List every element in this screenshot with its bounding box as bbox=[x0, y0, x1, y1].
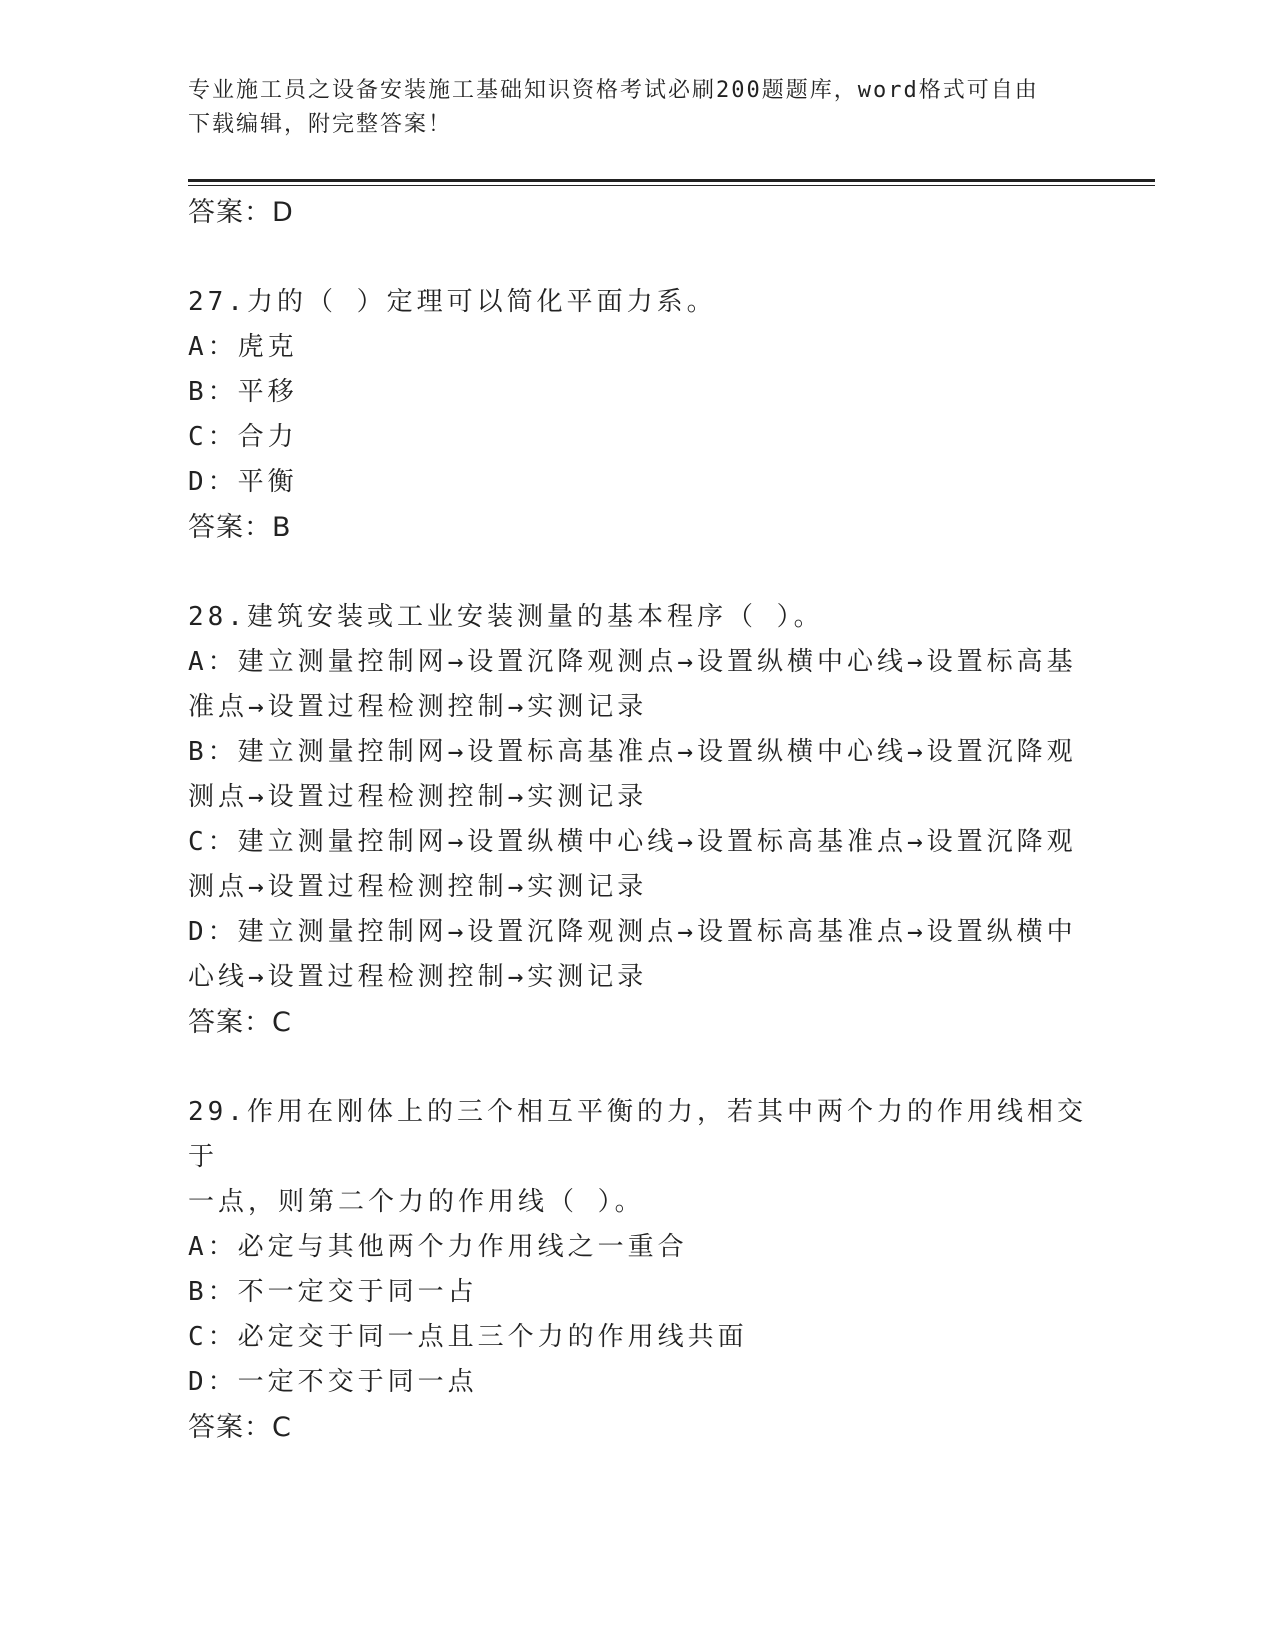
header-divider-thick bbox=[188, 179, 1155, 182]
question-29 bbox=[188, 1090, 1088, 1450]
spacer bbox=[188, 550, 1088, 595]
question-28-option-d-cont: 心线→设置过程检测控制→实测记录 bbox=[188, 962, 648, 992]
question-27-option-a: A：虎克 bbox=[188, 332, 298, 362]
header-divider-thin bbox=[188, 185, 1155, 186]
question-27-text: 27.力的（ ）定理可以简化平面力系。 bbox=[188, 287, 717, 317]
question-27-option-b: B：平移 bbox=[188, 377, 298, 407]
question-29-answer: 答案：C bbox=[188, 1412, 292, 1443]
question-29-option-c: C：必定交于同一点且三个力的作用线共面 bbox=[188, 1322, 748, 1352]
question-28-answer: 答案：C bbox=[188, 1007, 292, 1038]
question-28-option-b: B：建立测量控制网→设置标高基准点→设置纵横中心线→设置沉降观 bbox=[188, 737, 1077, 767]
question-content bbox=[188, 190, 1088, 1450]
question-28-option-c-cont: 测点→设置过程检测控制→实测记录 bbox=[188, 872, 648, 902]
header-line-2: 下载编辑，附完整答案！ bbox=[188, 112, 453, 137]
header-line-1: 专业施工员之设备安装施工基础知识资格考试必刷200题题库，word格式可自由 bbox=[188, 78, 1039, 103]
question-28-option-a-cont: 准点→设置过程检测控制→实测记录 bbox=[188, 692, 648, 722]
question-27 bbox=[188, 280, 1088, 550]
previous-answer: 答案：D bbox=[188, 197, 294, 228]
question-28-option-c: C：建立测量控制网→设置纵横中心线→设置标高基准点→设置沉降观 bbox=[188, 827, 1077, 857]
question-29-text: 29.作用在刚体上的三个相互平衡的力，若其中两个力的作用线相交于 bbox=[188, 1097, 1087, 1172]
page-header bbox=[188, 74, 1068, 142]
question-28-option-b-cont: 测点→设置过程检测控制→实测记录 bbox=[188, 782, 648, 812]
question-27-answer: 答案：B bbox=[188, 512, 292, 543]
question-28-option-d: D：建立测量控制网→设置沉降观测点→设置标高基准点→设置纵横中 bbox=[188, 917, 1077, 947]
question-28 bbox=[188, 595, 1088, 1045]
spacer bbox=[188, 1045, 1088, 1090]
spacer bbox=[188, 235, 1088, 280]
question-29-text-cont: 一点，则第二个力的作用线（ ）。 bbox=[188, 1187, 645, 1217]
question-27-option-c: C：合力 bbox=[188, 422, 298, 452]
question-29-option-d: D：一定不交于同一点 bbox=[188, 1367, 478, 1397]
question-29-option-a: A：必定与其他两个力作用线之一重合 bbox=[188, 1232, 688, 1262]
question-28-text: 28.建筑安装或工业安装测量的基本程序（ ）。 bbox=[188, 602, 824, 632]
question-29-option-b: B：不一定交于同一占 bbox=[188, 1277, 478, 1307]
question-27-option-d: D：平衡 bbox=[188, 467, 298, 497]
question-28-option-a: A：建立测量控制网→设置沉降观测点→设置纵横中心线→设置标高基 bbox=[188, 647, 1077, 677]
